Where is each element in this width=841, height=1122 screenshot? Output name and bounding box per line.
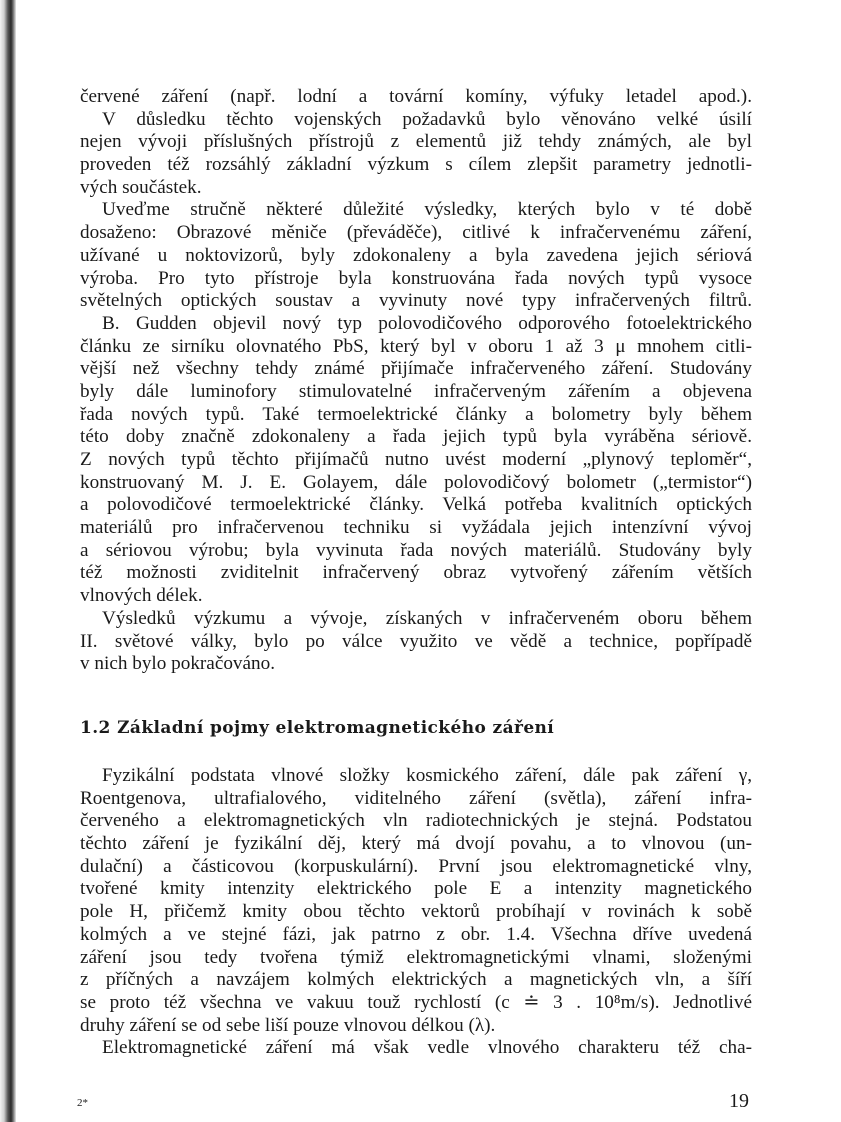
text-line: užívané u noktovizorů, byly zdokonaleny a byla zavedena jejich sériová <box>80 244 752 266</box>
text-line: Roentgenova, ultrafialového, viditelného záření (světla), záření infra- <box>80 787 752 809</box>
text-line: pole H, přičemž kmity obou těchto vektorů probíhají v rovinách k sobě <box>80 901 752 923</box>
text-line: dosaženo: Obrazové měniče (převáděče), citlivé k infračervenému záření, <box>80 222 752 244</box>
text-line: druhy záření se od sebe liší pouze vlnovou délkou (λ). <box>80 1014 496 1036</box>
text-line: nejen vývoji příslušných přístrojů z elementů již tehdy známých, ale byl <box>80 131 752 153</box>
text-line: vější než všechny tehdy známé přijímače infračerveného záření. Studovány <box>80 358 752 380</box>
text-line: této doby značně zdokonaleny a řada jejich typů byla vyráběna sériově. <box>80 426 752 448</box>
text-line: též možnosti zviditelnit infračervený obraz vytvořený zářením větších <box>80 562 752 584</box>
text-line: proveden též rozsáhlý základní výzkum s cílem zlepšit parametry jednotli- <box>80 154 752 176</box>
text-line: V důsledku těchto vojenských požadavků bylo věnováno velké úsilí <box>102 108 752 130</box>
text-line: záření jsou tedy tvořena týmiž elektromagnetickými vlnami, složenými <box>80 946 752 968</box>
text-line: byly dále luminofory stimulovatelné infračerveným zářením a objevena <box>80 380 752 402</box>
text-line: v nich bylo pokračováno. <box>80 653 276 675</box>
text-line: vých součástek. <box>80 176 202 198</box>
section-heading: 1.2 Základní pojmy elektromagnetického záření <box>80 718 555 738</box>
text-line: II. světové války, bylo po válce využito ve vědě a technice, popřípadě <box>80 630 752 652</box>
text-line: dulační) a částicovou (korpuskulární). První jsou elektromagnetické vlny, <box>80 855 752 877</box>
text-line: z příčných a navzájem kolmých elektrických a magnetických vln, a šíří <box>80 969 752 991</box>
text-line: a sériovou výrobu; byla vyvinuta řada nových materiálů. Studovány byly <box>80 539 752 561</box>
text-line: červené záření (např. lodní a tovární komíny, výfuky letadel apod.). <box>80 86 752 107</box>
text-line: B. Gudden objevil nový typ polovodičového odporového fotoelektrického <box>102 312 752 334</box>
text-line: těchto záření je fyzikální děj, který má dvojí povahu, a to vlnovou (un- <box>80 833 752 855</box>
text-line: článku ze sirníku olovnatého PbS, který byl v oboru 1 až 3 μ mnohem citli- <box>80 335 752 357</box>
page-number: 19 <box>729 1090 749 1112</box>
text-line: Uveďme stručně některé důležité výsledky, kterých bylo v té době <box>102 199 752 221</box>
printer-signature-mark: 2* <box>77 1097 88 1109</box>
text-line: tvořené kmity intenzity elektrického pole E a intenzity magnetického <box>80 878 752 900</box>
text-line: kolmých a ve stejné fázi, jak patrno z obr. 1.4. Všechna dříve uvedená <box>80 923 752 945</box>
text-line: řada nových typů. Také termoelektrické články a bolometry byly během <box>80 403 752 425</box>
text-line: Elektromagnetické záření má však vedle vlnového charakteru též cha- <box>102 1037 752 1059</box>
text-line: Výsledků výzkumu a vývoje, získaných v infračerveném oboru během <box>102 607 752 629</box>
text-line: výroba. Pro tyto přístroje byla konstruována řada nových typů vysoce <box>80 267 752 289</box>
text-line: červeného a elektromagnetických vln radiotechnických je stejná. Podstatou <box>80 810 752 832</box>
text-line: materiálů pro infračervenou techniku si vyžádala jejich intenzívní vývoj <box>80 517 752 539</box>
text-line: světelných optických soustav a vyvinuty nové typy infračervených filtrů. <box>80 290 752 312</box>
text-line: Fyzikální podstata vlnové složky kosmického záření, dále pak záření γ, <box>102 765 752 786</box>
text-line: konstruovaný M. J. E. Golayem, dále polovodičový bolometr („termistor“) <box>80 471 752 493</box>
book-binding-edge <box>0 0 16 1122</box>
text-line: a polovodičové termoelektrické články. Velká potřeba kvalitních optických <box>80 494 752 516</box>
text-line: se proto též všechna ve vakuu touž rychlostí (c ≐ 3 . 10⁸m/s). Jednotlivé <box>80 991 752 1013</box>
text-line: Z nových typů těchto přijímačů nutno uvést moderní „plynový teploměr“, <box>80 449 752 470</box>
body-text-section-1-1 <box>80 86 752 676</box>
text-line: vlnových délek. <box>80 585 203 607</box>
body-text-section-1-2 <box>80 765 752 1060</box>
